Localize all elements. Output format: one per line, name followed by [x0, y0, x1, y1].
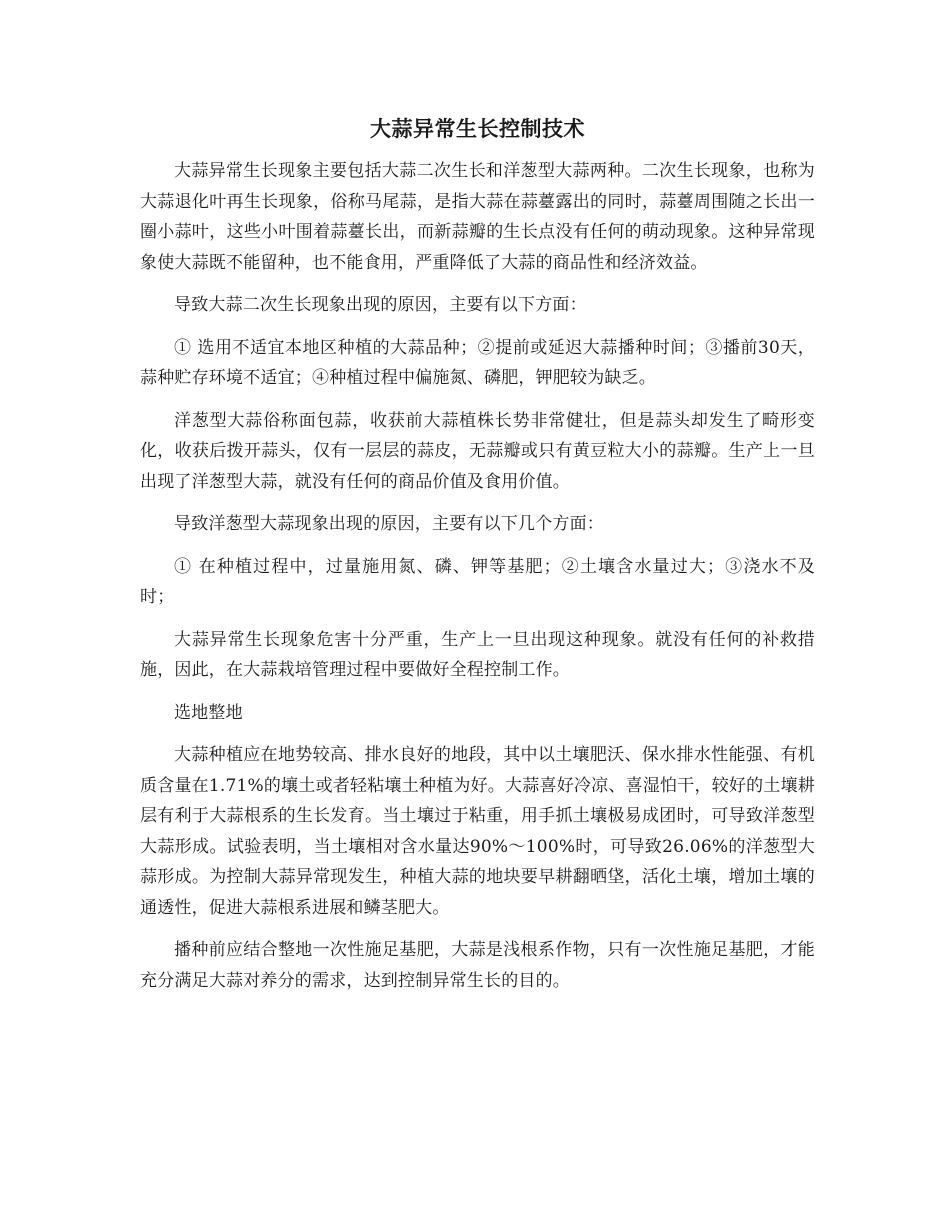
section-heading-site-selection: 选地整地	[174, 702, 243, 723]
paragraph-secondary-growth-causes-heading: 导致大蒜二次生长现象出现的原因，主要有以下方面：	[174, 295, 587, 315]
document-page	[140, 112, 815, 1008]
paragraph-onion-type-causes-list: ① 在种植过程中，过量施用氮、磷、钾等基肥；②土壤含水量过大；③浇水不及时；	[140, 556, 815, 607]
paragraph-site-selection: 大蒜种植应在地势较高、排水良好的地段，其中以土壤肥沃、保水排水性能强、有机质含量在1.71%的壤土或者轻粘壤土种植为好。大蒜喜好冷凉、喜湿怕干，较好的土壤耕层有利于大蒜根系的生长发育。当土壤过于粘重，用手抓土壤极易成团时，可导致洋葱型大蒜形成。试验表明，当土壤相对含水量达90%～100%时，可导致26.06%的洋葱型大蒜形成。为控制大蒜异常现发生，种植大蒜的地块要早耕翻晒垡，活化土壤，增加土壤的通透性，促进大蒜根系进展和鳞茎肥大。	[140, 745, 815, 918]
paragraph-onion-type-garlic: 洋葱型大蒜俗称面包蒜，收获前大蒜植株长势非常健壮，但是蒜头却发生了畸形变化，收获后拨开蒜头，仅有一层层的蒜皮，无蒜瓣或只有黄豆粒大小的蒜瓣。生产上一旦出现了洋葱型大蒜，就没有任何的商品价值及食用价值。	[140, 410, 815, 492]
paragraph-intro: 大蒜异常生长现象主要包括大蒜二次生长和洋葱型大蒜两种。二次生长现象，也称为大蒜退化叶再生长现象，俗称马尾蒜，是指大蒜在蒜薹露出的同时，蒜薹周围随之长出一圈小蒜叶，这些小叶围着蒜薹长出，而新蒜瓣的生长点没有任何的萌动现象。这种异常现象使大蒜既不能留种，也不能食用，严重降低了大蒜的商品性和经济效益。	[140, 161, 815, 273]
document-title: 大蒜异常生长控制技术	[370, 116, 585, 141]
paragraph-base-fertilizer: 播种前应结合整地一次性施足基肥，大蒜是浅根系作物，只有一次性施足基肥，才能充分满足大蒜对养分的需求，达到控制异常生长的目的。	[140, 940, 815, 991]
paragraph-hazard-summary: 大蒜异常生长现象危害十分严重，生产上一旦出现这种现象。就没有任何的补救措施，因此，在大蒜栽培管理过程中要做好全程控制工作。	[140, 629, 815, 680]
paragraph-secondary-growth-causes-list: ① 选用不适宜本地区种植的大蒜品种；②提前或延迟大蒜播种时间；③播前30天，蒜种贮存环境不适宜；④种植过程中偏施氮、磷肥，钾肥较为缺乏。	[140, 337, 815, 388]
paragraph-onion-type-causes-heading: 导致洋葱型大蒜现象出现的原因，主要有以下几个方面：	[174, 514, 604, 534]
